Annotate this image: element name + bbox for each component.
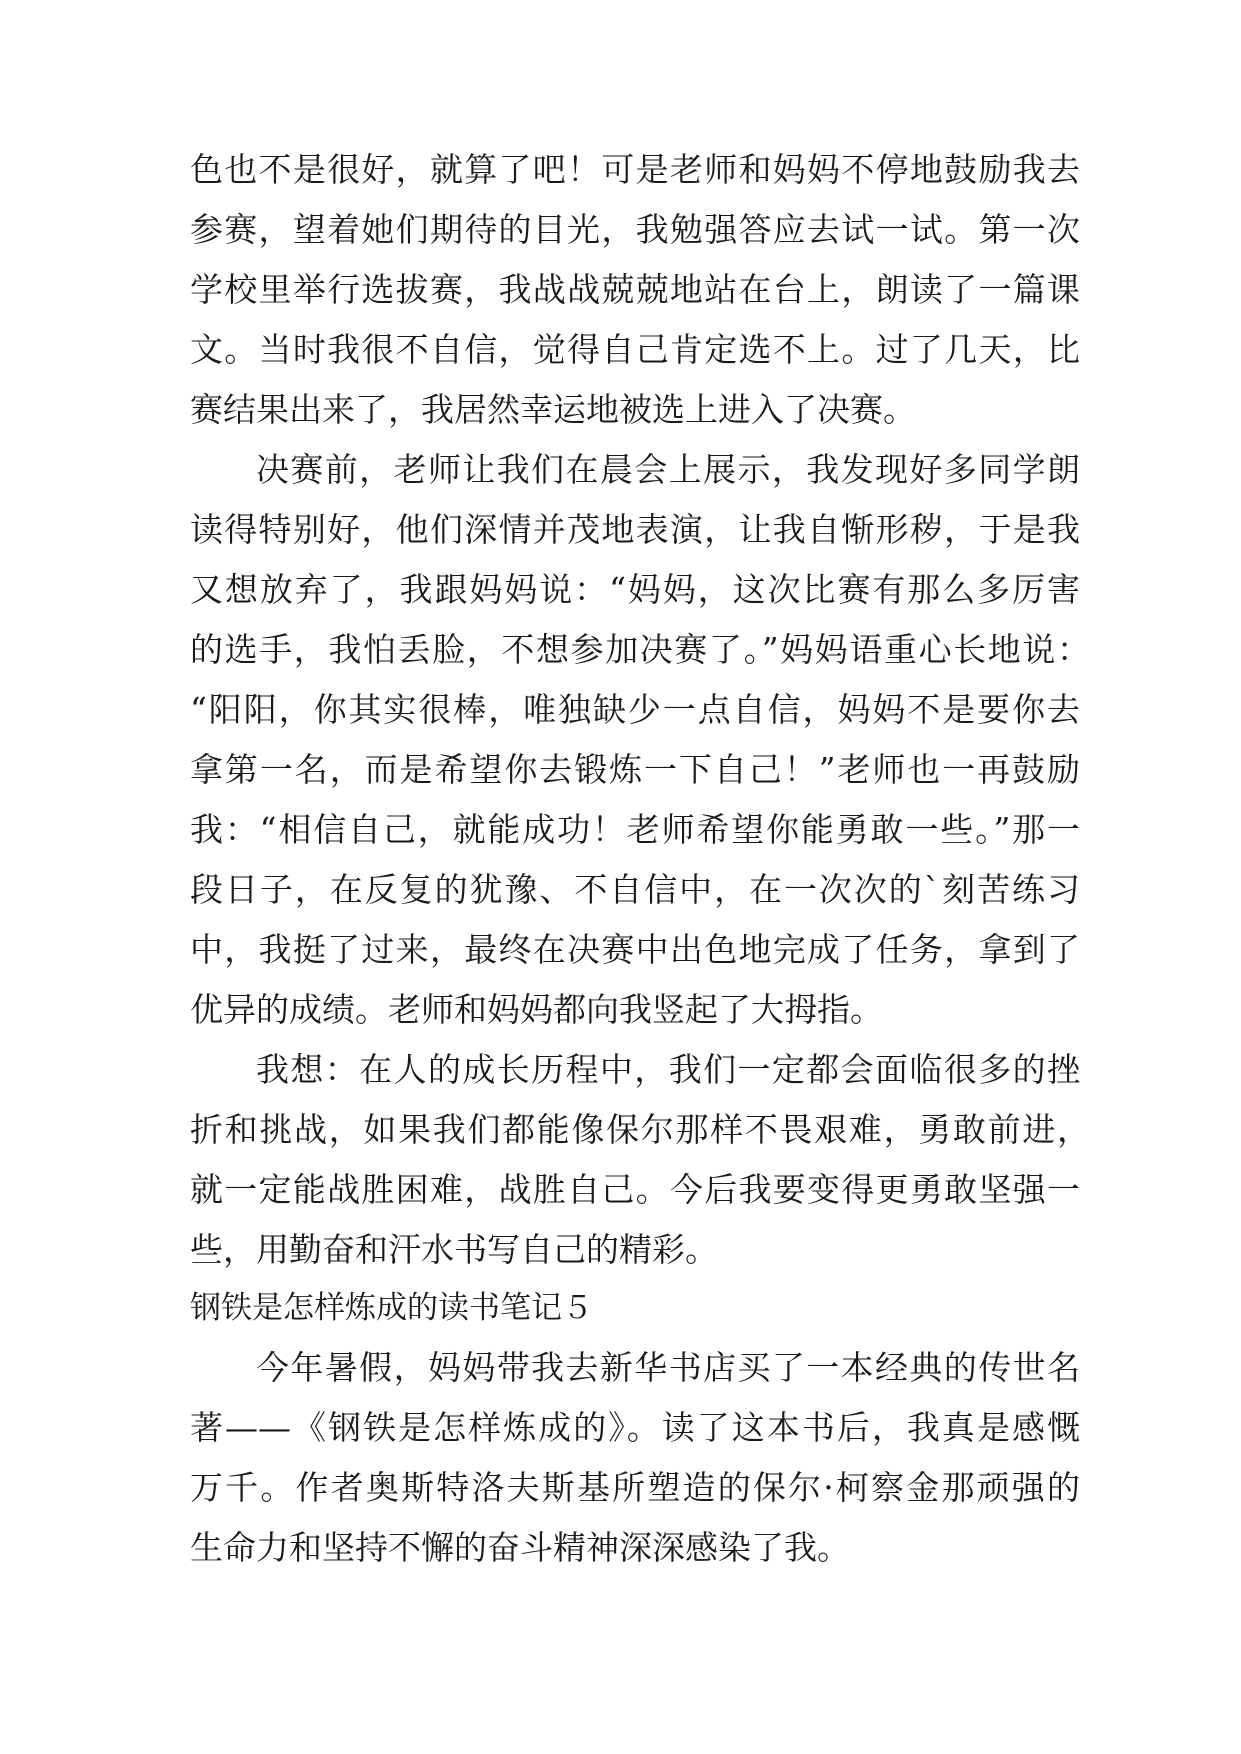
text-line-9: 的选手，我怕丢脸，不想参加决赛了。”妈妈语重心长地说：: [190, 630, 1090, 669]
section-heading: 钢铁是怎样炼成的读书笔记５: [190, 1290, 593, 1326]
text-line-10: “阳阳，你其实很棒，唯独缺少一点自信，妈妈不是要你去: [190, 690, 1080, 729]
text-line-5: 赛结果出来了，我居然幸运地被选上进入了决赛。: [190, 390, 916, 429]
text-line-23: 万千。作者奥斯特洛夫斯基所塑造的保尔·柯察金那顽强的: [190, 1468, 1080, 1507]
text-line-12: 我：“相信自己，就能成功！老师希望你能勇敢一些。”那一: [190, 810, 1080, 849]
text-line-2: 参赛，望着她们期待的目光，我勉强答应去试一试。第一次: [190, 210, 1080, 249]
text-line-22: 著——《钢铁是怎样炼成的》。读了这本书后，我真是感慨: [190, 1408, 1080, 1447]
text-line-19: 些，用勤奋和汗水书写自己的精彩。: [190, 1230, 718, 1269]
text-line-13: 段日子，在反复的犹豫、不自信中，在一次次的`刻苦练习: [190, 870, 1080, 909]
text-line-4: 文。当时我很不自信，觉得自己肯定选不上。过了几天，比: [190, 330, 1080, 369]
paragraph-start-line: 决赛前，老师让我们在晨会上展示，我发现好多同学朗: [256, 450, 1080, 489]
text-line-17: 折和挑战，如果我们都能像保尔那样不畏艰难，勇敢前进，: [190, 1110, 1090, 1149]
text-line-3: 学校里举行选拔赛，我战战兢兢地站在台上，朗读了一篇课: [190, 270, 1080, 309]
paragraph-start-line: 我想：在人的成长历程中，我们一定都会面临很多的挫: [256, 1050, 1080, 1089]
text-line-7: 读得特别好，他们深情并茂地表演，让我自惭形秽，于是我: [190, 510, 1080, 549]
text-line-24: 生命力和坚持不懈的奋斗精神深深感染了我。: [190, 1528, 850, 1567]
text-line-1: 色也不是很好，就算了吧！可是老师和妈妈不停地鼓励我去: [190, 150, 1080, 189]
text-line-15: 优异的成绩。老师和妈妈都向我竖起了大拇指。: [190, 990, 883, 1029]
text-line-18: 就一定能战胜困难，战胜自己。今后我要变得更勇敢坚强一: [190, 1170, 1080, 1209]
text-line-8: 又想放弃了，我跟妈妈说：“妈妈，这次比赛有那么多厉害: [190, 570, 1080, 609]
text-line-11: 拿第一名，而是希望你去锻炼一下自己！”老师也一再鼓励: [190, 750, 1080, 789]
text-line-14: 中，我挺了过来，最终在决赛中出色地完成了任务，拿到了: [190, 930, 1080, 969]
paragraph-start-line: 今年暑假，妈妈带我去新华书店买了一本经典的传世名: [256, 1348, 1080, 1387]
